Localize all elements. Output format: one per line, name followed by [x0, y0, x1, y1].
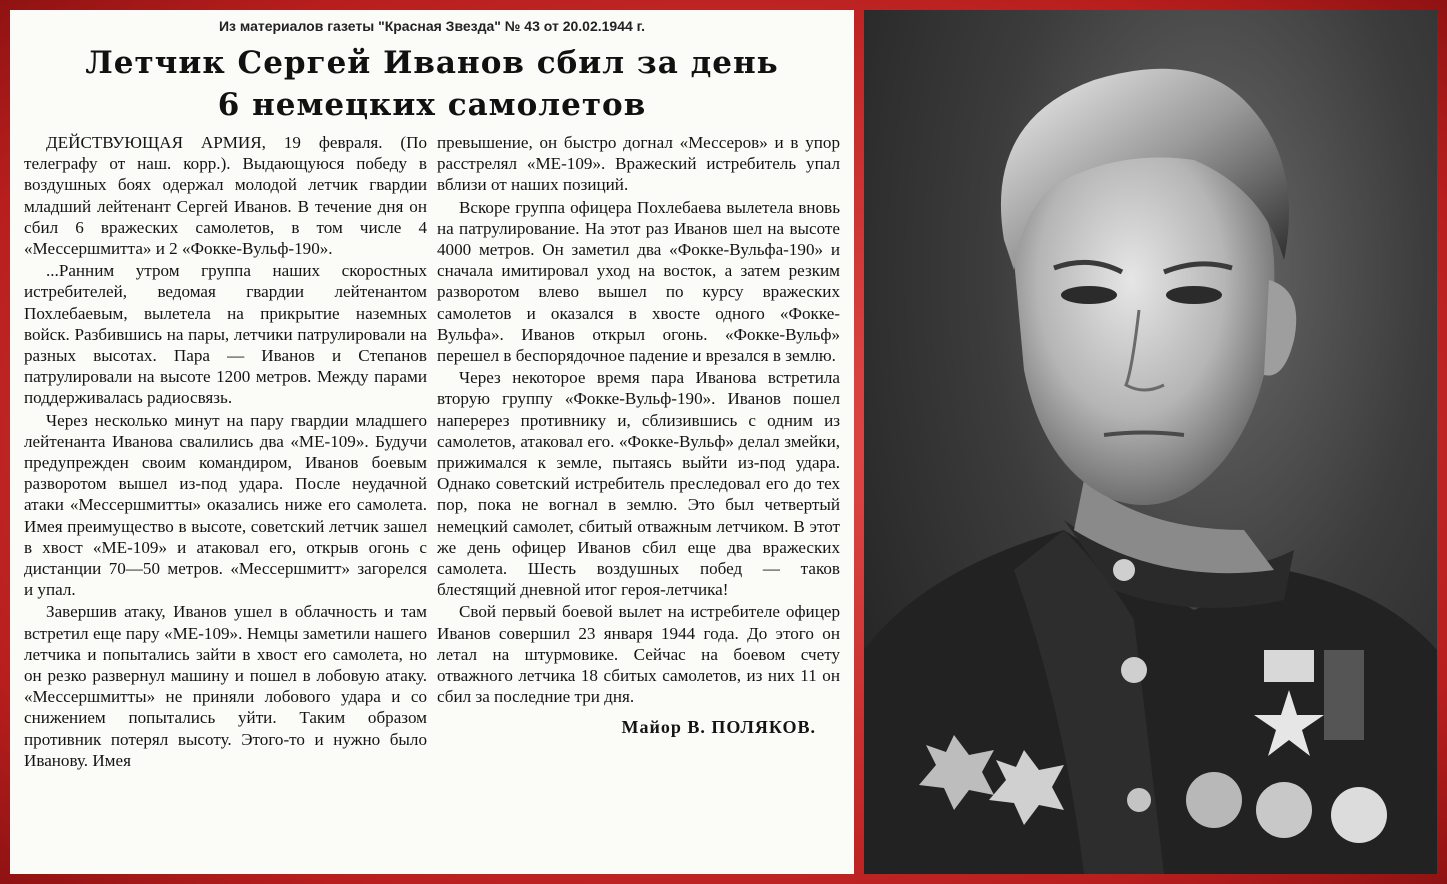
paragraph: ...Ранним утром группа наших скоростных истребителей, ведомая гвардии лейтенантом Похлебаевым, вылетела на прикрытие наземных войск. Разбившись на пары, летчики патрулировали на разных высотах. Пара — Иванов и Степанов патрулировали на высоте 1200 метров. Между парами поддерживалась радиосвязь.	[24, 261, 427, 408]
headline-line-2: 6 немецких самолетов	[217, 87, 647, 123]
newspaper-clipping	[10, 10, 854, 874]
paragraph: ДЕЙСТВУЮЩАЯ АРМИЯ, 19 февраля. (По телеграфу от наш. корр.). Выдающуюся победу в воздушных боях одержал молодой летчик гвардии младший лейтенант Сергей Иванов. В течение дня он сбил 6 вражеских самолетов, в том числе 4 «Мессершмитта» и 2 «Фокке-Вульф-190».	[24, 133, 427, 259]
left-column	[24, 132, 427, 771]
paragraph: превышение, он быстро догнал «Мессеров» и в упор расстрелял «МЕ-109». Вражеский истребитель упал вблизи от наших позиций.	[437, 133, 840, 195]
article-columns	[24, 132, 840, 771]
paragraph: Свой первый боевой вылет на истребителе офицер Иванов совершил 23 января 1944 года. До этого он летал на штурмовике. Сейчас на боевом счету отважного летчика 18 сбитых самолетов, из них 11 он сбил за последние три дня.	[437, 602, 840, 707]
paragraph: Через некоторое время пара Иванова встретила вторую группу «Фокке-Вульф-190». Иванов пошел наперерез противнику и, сблизившись с одним из самолетов, атаковал его. «Фокке-Вульф» делал змейки, прижимался к земле, пытаясь выйти из-под удара. Однако советский истребитель преследовал его до тех пор, пока не вогнал в землю. Это был четвертый немецкий самолет, сбитый отважным летчиком. В этот же день офицер Иванов сбил еще два вражеских самолета. Шесть воздушных побед — таков блестящий дневной итог героя-летчика!	[437, 368, 840, 600]
source-line: Из материалов газеты "Красная Звезда" № 43 от 20.02.1944 г.	[218, 18, 645, 34]
paragraph: Вскоре группа офицера Похлебаева вылетела вновь на патрулирование. На этот раз Иванов шел на высоте 4000 метров. Он заметил два «Фокке-Вульфа-190» и сначала имитировал уход на восток, а затем резким разворотом влево вышел по курсу вражеских самолетов и оказался в хвосте одного «Фокке-Вульфа». Иванов открыл огонь. «Фокке-Вульф» перешел в беспорядочное падение и врезался в землю.	[437, 197, 840, 366]
portrait-photo	[864, 10, 1437, 874]
paragraph: Через несколько минут на пару гвардии младшего лейтенанта Иванова свалились два «МЕ-109». Будучи предупрежден своим командиром, Иванов боевым разворотом вышел из-под удара. После неудачной атаки «Мессершмитты» оказались ниже его самолета. Имея преимущество в высоте, советский летчик зашел в хвост «МЕ-109» и атаковал его, открыв огонь с дистанции 70—50 метров. «Мессершмитт» загорелся и упал.	[24, 410, 427, 600]
headline-line-1: Летчик Сергей Иванов сбил за день	[85, 45, 779, 81]
headline	[24, 42, 840, 126]
author-signature: Майор В. ПОЛЯКОВ.	[621, 717, 816, 738]
paragraph: Завершив атаку, Иванов ушел в облачность и там встретил еще пару «МЕ-109». Немцы заметили нашего летчика и попытались зайти в хвост его самолета, но он резко развернул машину и пошел в лобовую атаку. «Мессершмитты» не приняли лобового удара и со снижением попытались уйти. Таким образом противник потерял высоту. Этого-то и нужно было Иванову. Имея	[24, 602, 427, 770]
right-column	[437, 132, 840, 771]
portrait-photo-icon	[864, 10, 1437, 874]
